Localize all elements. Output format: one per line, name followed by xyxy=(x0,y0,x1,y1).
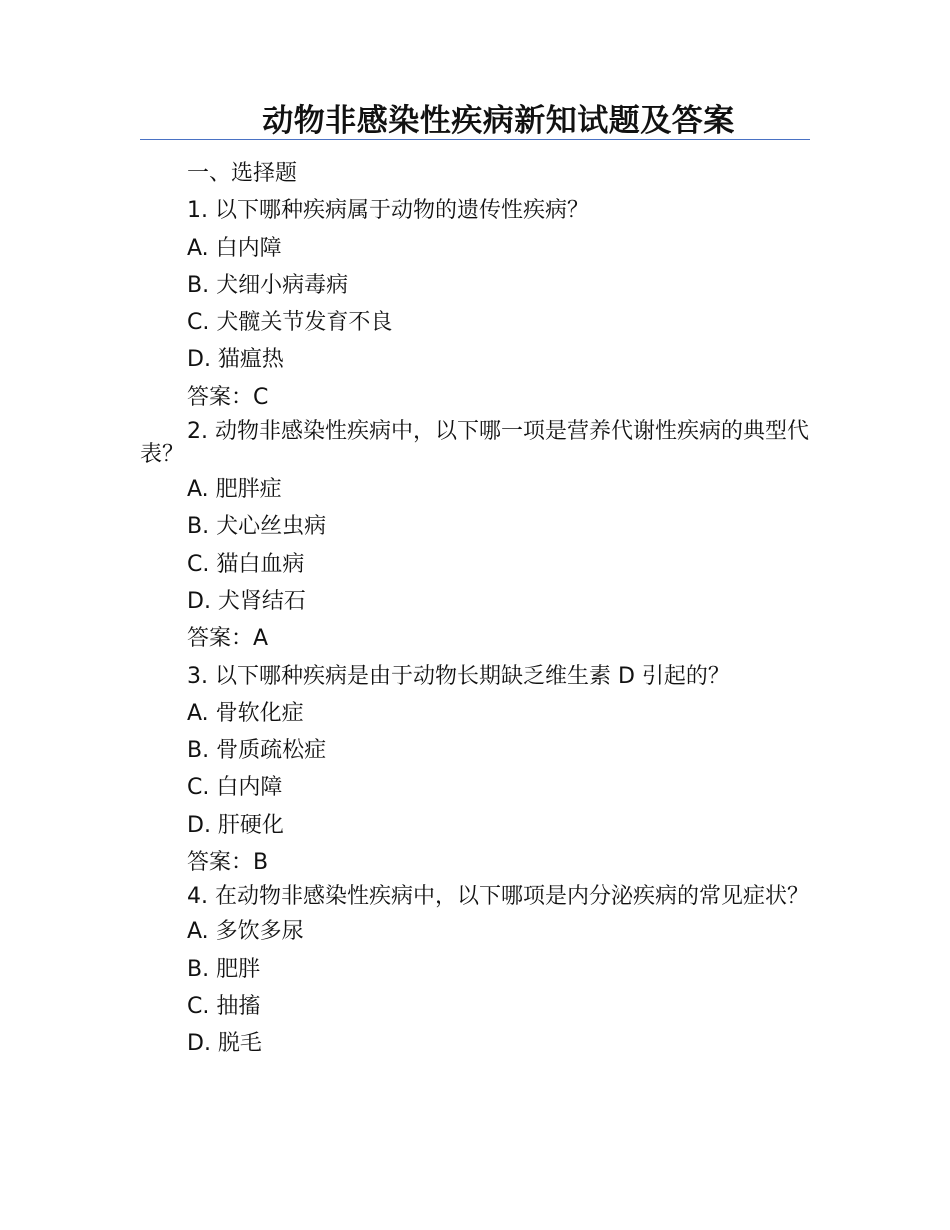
question-stem-1: 1. 以下哪种疾病属于动物的遗传性疾病？ xyxy=(187,198,589,224)
question-2-option-d: D. 犬肾结石 xyxy=(187,588,306,614)
document-title: 动物非感染性疾病新知试题及答案 xyxy=(262,103,735,139)
question-2-answer: 答案：A xyxy=(187,626,269,652)
title-underline xyxy=(140,139,810,140)
question-1-option-a: A. 白内障 xyxy=(187,235,282,261)
question-4-option-c: C. 抽搐 xyxy=(187,993,261,1019)
question-2-option-a: A. 肥胖症 xyxy=(187,477,282,503)
question-stem-3: 3. 以下哪种疾病是由于动物长期缺乏维生素 D 引起的？ xyxy=(187,663,730,689)
question-3-option-d: D. 肝硬化 xyxy=(187,812,284,838)
question-3-option-b: B. 骨质疏松症 xyxy=(187,738,327,764)
question-1-answer: 答案：C xyxy=(187,384,269,410)
question-1-option-c: C. 犬髋关节发育不良 xyxy=(187,310,393,336)
question-4-option-a: A. 多饮多尿 xyxy=(187,919,304,945)
question-3-option-a: A. 骨软化症 xyxy=(187,700,304,726)
question-3-option-c: C. 白内障 xyxy=(187,775,283,801)
question-4-option-d: D. 脱毛 xyxy=(187,1031,262,1057)
question-stem-2: 2. 动物非感染性疾病中，以下哪一项是营养代谢性疾病的典型代表？ xyxy=(140,419,809,468)
question-stem-4: 4. 在动物非感染性疾病中，以下哪项是内分泌疾病的常见症状？ xyxy=(187,884,809,910)
question-4-option-b: B. 肥胖 xyxy=(187,956,261,982)
section-heading: 一、选择题 xyxy=(187,161,298,186)
question-1-option-b: B. 犬细小病毒病 xyxy=(187,272,349,298)
question-3-answer: 答案：B xyxy=(187,850,269,876)
question-2-option-c: C. 猫白血病 xyxy=(187,551,305,577)
document-body xyxy=(140,155,810,1063)
question-1-option-d: D. 猫瘟热 xyxy=(187,347,284,373)
question-2-option-b: B. 犬心丝虫病 xyxy=(187,514,327,540)
